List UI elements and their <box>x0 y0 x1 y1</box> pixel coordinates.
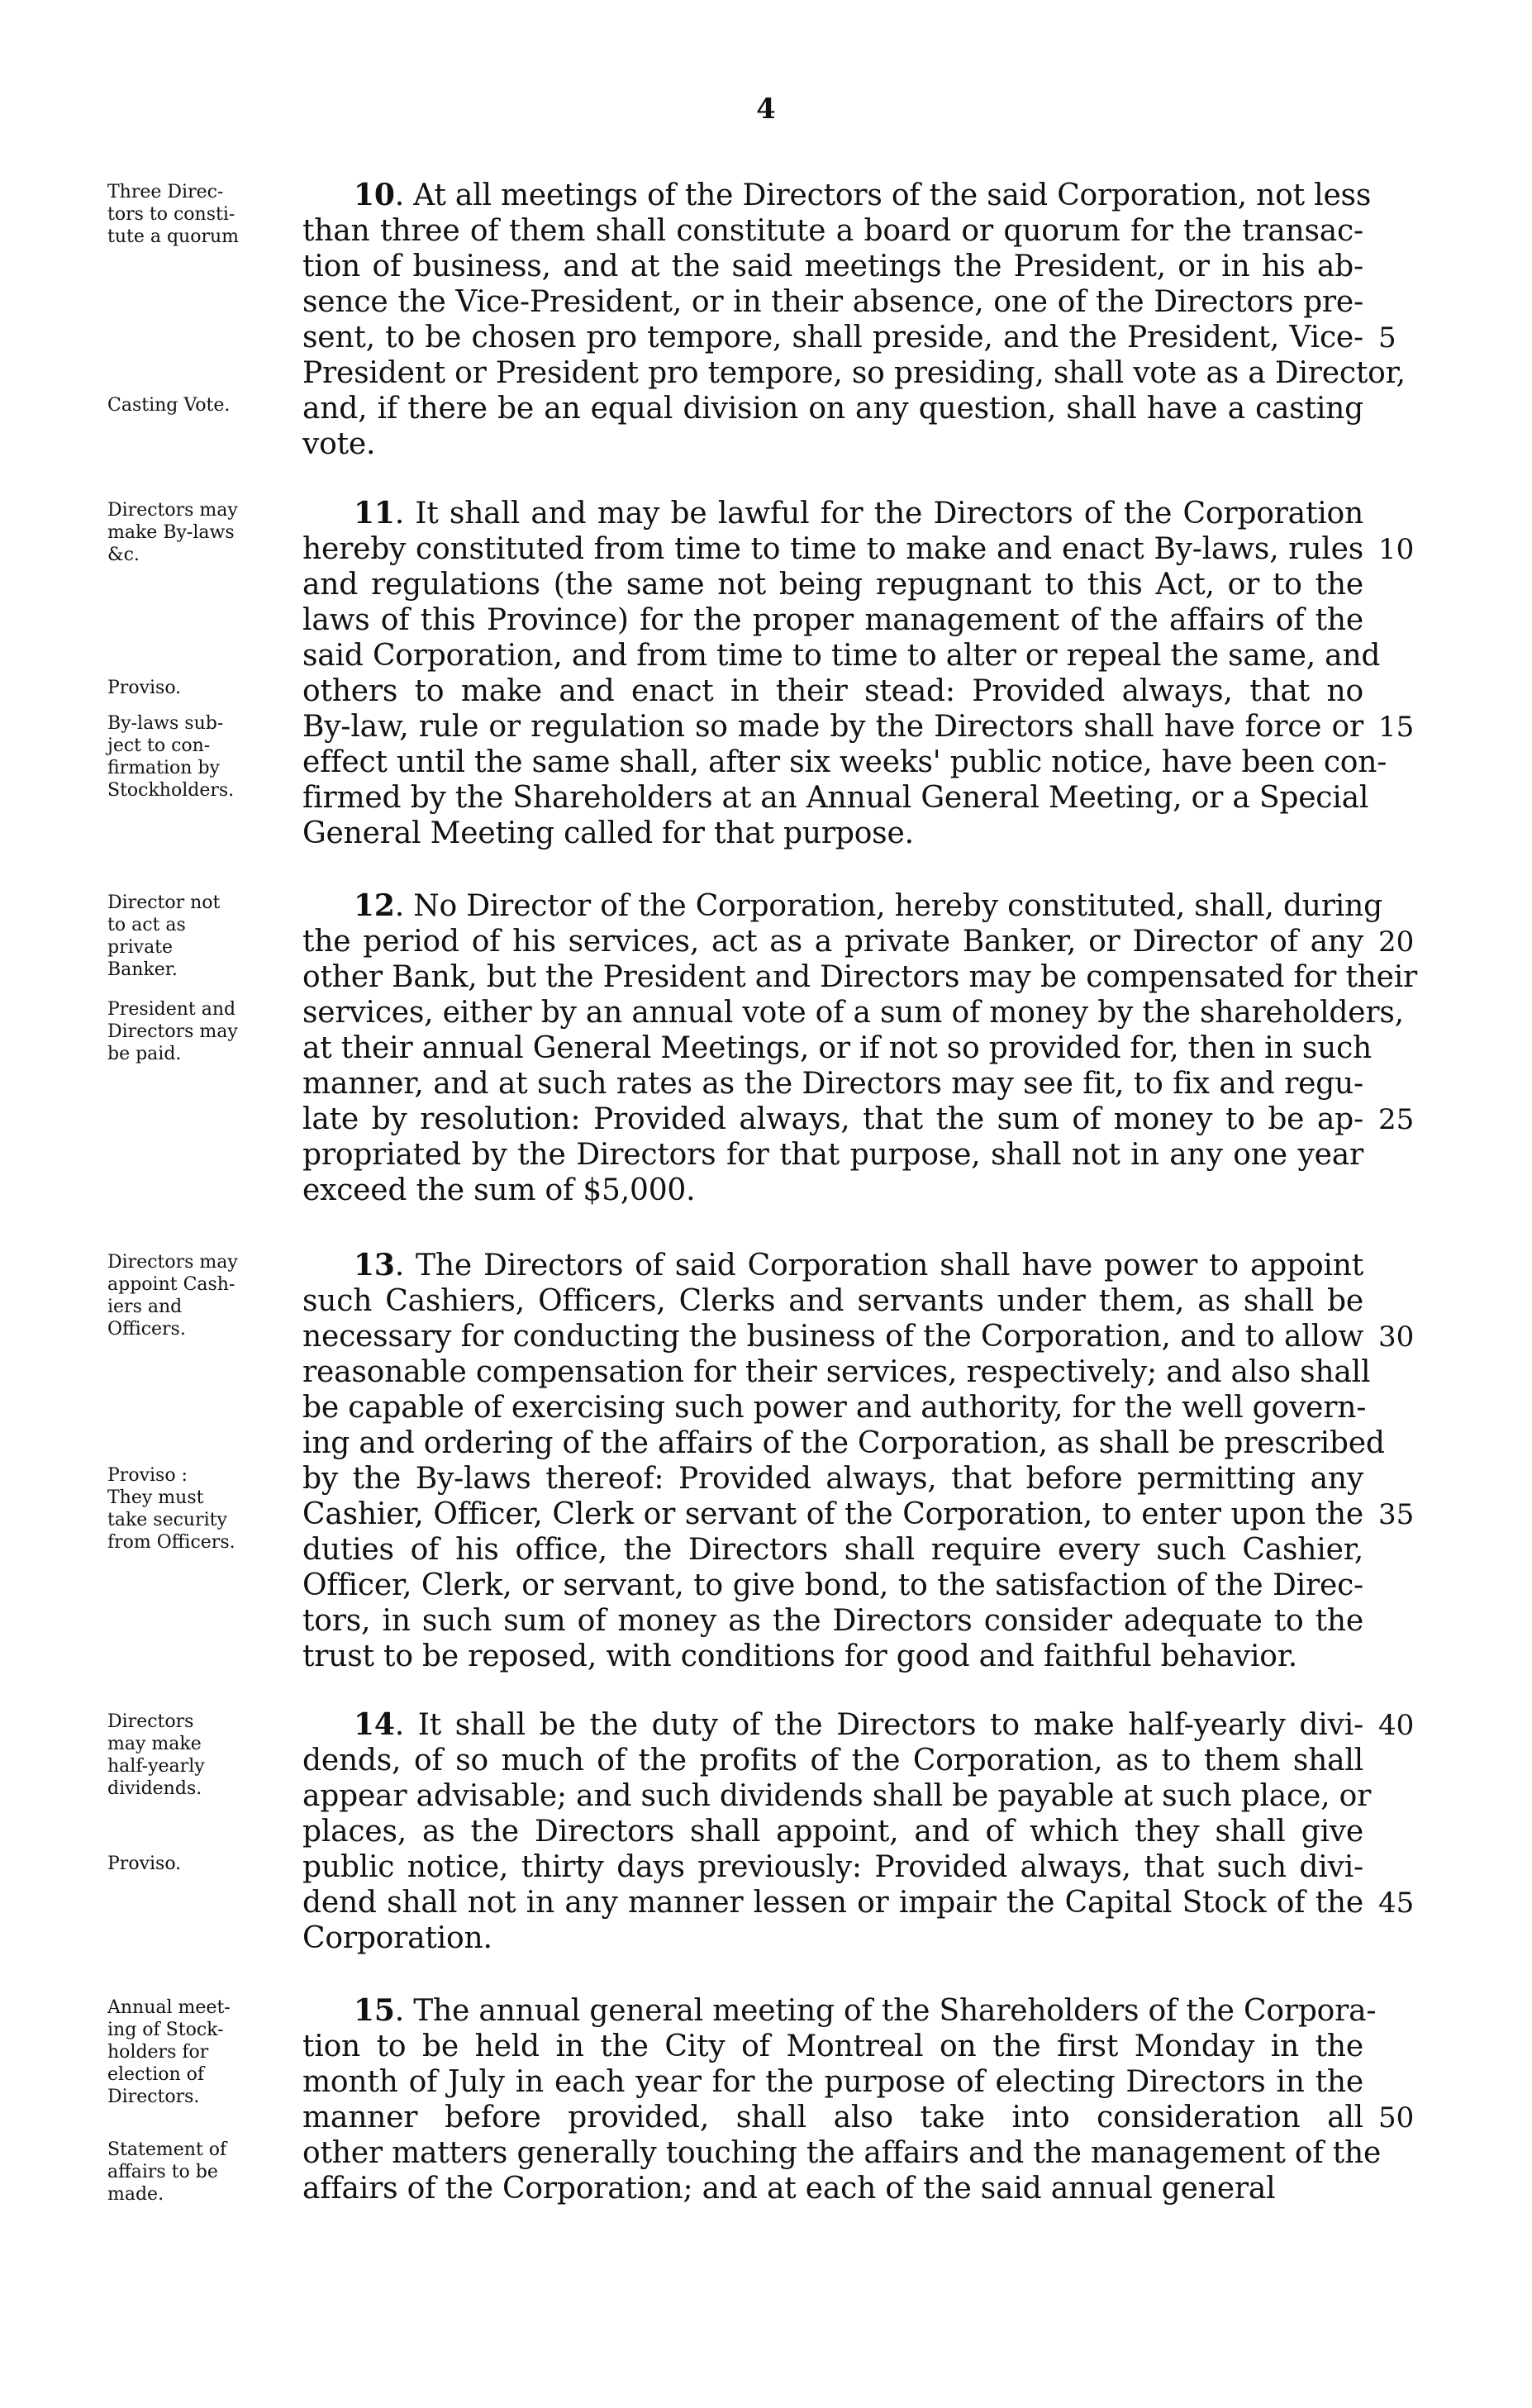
text-line: sent, to be chosen pro tempore, shall preside, and the President, Vice- <box>302 321 1363 355</box>
text-line: other Bank, but the President and Directors may be compensated for their <box>302 960 1418 994</box>
text-line: laws of this Province) for the proper management of the affairs of the <box>302 603 1363 637</box>
text-line-content: . The annual general meeting of the Shareholders of the Corpora- <box>394 1994 1377 2028</box>
text-line: be capable of exercising such power and authority, for the well govern- <box>302 1391 1367 1425</box>
text-line-content: . The Directors of said Corporation shall have power to appoint <box>394 1249 1363 1283</box>
margin-note: Proviso. <box>107 1854 182 1874</box>
text-line-content: . It shall and may be lawful for the Directors of the Corporation <box>394 497 1363 531</box>
margin-note: Casting Vote. <box>107 395 231 416</box>
line-number: 35 <box>1378 1498 1415 1531</box>
margin-note: Statement of affairs to be made. <box>107 2139 227 2205</box>
text-line: dends, of so much of the profits of the Corporation, as to them shall <box>302 1744 1363 1777</box>
line-number: 10 <box>1378 533 1415 566</box>
text-line: services, either by an annual vote of a sum of money by the shareholders, <box>302 996 1404 1030</box>
text-line: tors, in such sum of money as the Directors consider adequate to the <box>302 1604 1363 1638</box>
text-line-content: . No Director of the Corporation, hereby constituted, shall, during <box>394 889 1382 923</box>
line-number: 30 <box>1378 1321 1415 1354</box>
section-body <box>302 1993 1382 2206</box>
line-number: 5 <box>1378 321 1396 355</box>
text-line: President or President pro tempore, so presiding, shall vote as a Director, <box>302 356 1406 390</box>
margin-note: Three Direc- tors to consti- tute a quorum <box>107 182 240 247</box>
text-line: vote. <box>302 427 376 461</box>
section-body <box>302 496 1387 851</box>
text-line: exceed the sum of $5,000. <box>302 1173 696 1207</box>
text-line: hereby constituted from time to time to make and enact By-laws, rules <box>302 532 1363 566</box>
line-number: 20 <box>1378 926 1415 959</box>
text-line: Cashier, Officer, Clerk or servant of the Corporation, to enter upon the <box>302 1497 1363 1531</box>
text-line: at their annual General Meetings, or if not so provided for, then in such <box>302 1031 1373 1065</box>
text-line: tion of business, and at the said meetings the President, or in his ab- <box>302 250 1363 283</box>
text-line: appear advisable; and such dividends shall be payable at such place, or <box>302 1779 1372 1813</box>
text-line: By-law, rule or regulation so made by the Directors shall have force or <box>302 710 1363 744</box>
line-number: 40 <box>1378 1709 1415 1742</box>
text-line-content: . At all meetings of the Directors of the said Corporation, not less <box>394 178 1372 212</box>
text-line: manner before provided, shall also take into consideration all <box>302 2101 1363 2134</box>
text-line: firmed by the Shareholders at an Annual General Meeting, or a Special <box>302 781 1369 815</box>
text-line: duties of his office, the Directors shall require every such Cashier, <box>302 1533 1363 1567</box>
line-number: 45 <box>1378 1887 1415 1920</box>
margin-note: Proviso : They must take security from Officers. <box>107 1465 236 1553</box>
margin-note: Directors may make By-laws &c. <box>107 500 238 565</box>
text-line-content: . It shall be the duty of the Directors to make half-yearly divi- <box>394 1708 1363 1742</box>
text-line: late by resolution: Provided always, that the sum of money to be ap- <box>302 1102 1363 1136</box>
page-number: 4 <box>756 93 776 126</box>
line-number: 25 <box>1378 1103 1415 1136</box>
text-line: propriated by the Directors for that purpose, shall not in any one year <box>302 1138 1363 1172</box>
section-body <box>302 178 1406 462</box>
section-number: 10 <box>354 178 395 212</box>
text-line: General Meeting called for that purpose. <box>302 816 914 850</box>
text-line: said Corporation, and from time to time to alter or repeal the same, and <box>302 639 1381 673</box>
margin-note: Director not to act as private Banker. <box>107 892 221 980</box>
text-line: places, as the Directors shall appoint, and of which they shall give <box>302 1815 1363 1849</box>
section-number: 13 <box>354 1248 395 1283</box>
margin-note: Directors may make half-yearly dividends. <box>107 1711 205 1799</box>
margin-note: Directors may appoint Cash- iers and Officers. <box>107 1252 238 1340</box>
text-line <box>302 178 1372 213</box>
text-line: manner, and at such rates as the Directors may see fit, to fix and regu- <box>302 1067 1363 1101</box>
text-line: such Cashiers, Officers, Clerks and servants under them, as shall be <box>302 1284 1363 1318</box>
text-line: Officer, Clerk, or servant, to give bond, to the satisfaction of the Direc- <box>302 1568 1363 1602</box>
section-number: 15 <box>354 1993 395 2028</box>
text-line: necessary for conducting the business of the Corporation, and to allow <box>302 1320 1363 1354</box>
text-line: month of July in each year for the purpose of electing Directors in the <box>302 2065 1363 2099</box>
margin-note: By-laws sub- ject to con- firmation by Stockholders. <box>107 713 235 801</box>
text-line: than three of them shall constitute a board or quorum for the transac- <box>302 214 1363 248</box>
text-line: public notice, thirty days previously: Provided always, that such divi- <box>302 1850 1363 1884</box>
text-line: tion to be held in the City of Montreal on the first Monday in the <box>302 2030 1363 2063</box>
section-body <box>302 1707 1372 1956</box>
margin-note: Annual meet- ing of Stock- holders for election of Directors. <box>107 1997 231 2107</box>
section-number: 11 <box>354 496 395 531</box>
text-line: others to make and enact in their stead: Provided always, that no <box>302 674 1363 708</box>
text-line: Corporation. <box>302 1921 492 1955</box>
text-line: effect until the same shall, after six weeks' public notice, have been con- <box>302 745 1387 779</box>
section-number: 14 <box>354 1707 395 1742</box>
text-line <box>302 1993 1377 2029</box>
text-line: and regulations (the same not being repugnant to this Act, or to the <box>302 568 1363 602</box>
text-line: other matters generally touching the affairs and the management of the <box>302 2136 1382 2170</box>
text-line: ing and ordering of the affairs of the Corporation, as shall be prescribed <box>302 1426 1385 1460</box>
line-number: 15 <box>1378 711 1415 744</box>
text-line: trust to be reposed, with conditions for good and faithful behavior. <box>302 1639 1298 1673</box>
margin-note: Proviso. <box>107 678 182 698</box>
text-line: affairs of the Corporation; and at each of the said annual general <box>302 2172 1276 2206</box>
section-body <box>302 1248 1385 1674</box>
text-line: and, if there be an equal division on any question, shall have a casting <box>302 392 1363 426</box>
text-line <box>302 1707 1363 1743</box>
text-line: reasonable compensation for their services, respectively; and also shall <box>302 1355 1371 1389</box>
line-number: 50 <box>1378 2101 1415 2134</box>
text-line: sence the Vice-President, or in their absence, one of the Directors pre- <box>302 285 1363 319</box>
text-line <box>302 888 1382 924</box>
text-line <box>302 496 1363 531</box>
section-number: 12 <box>354 888 395 923</box>
margin-note: President and Directors may be paid. <box>107 999 238 1064</box>
text-line: the period of his services, act as a private Banker, or Director of any <box>302 925 1363 959</box>
text-line: dend shall not in any manner lessen or impair the Capital Stock of the <box>302 1886 1363 1920</box>
text-line: by the By-laws thereof: Provided always, that before permitting any <box>302 1462 1363 1496</box>
text-line <box>302 1248 1363 1283</box>
